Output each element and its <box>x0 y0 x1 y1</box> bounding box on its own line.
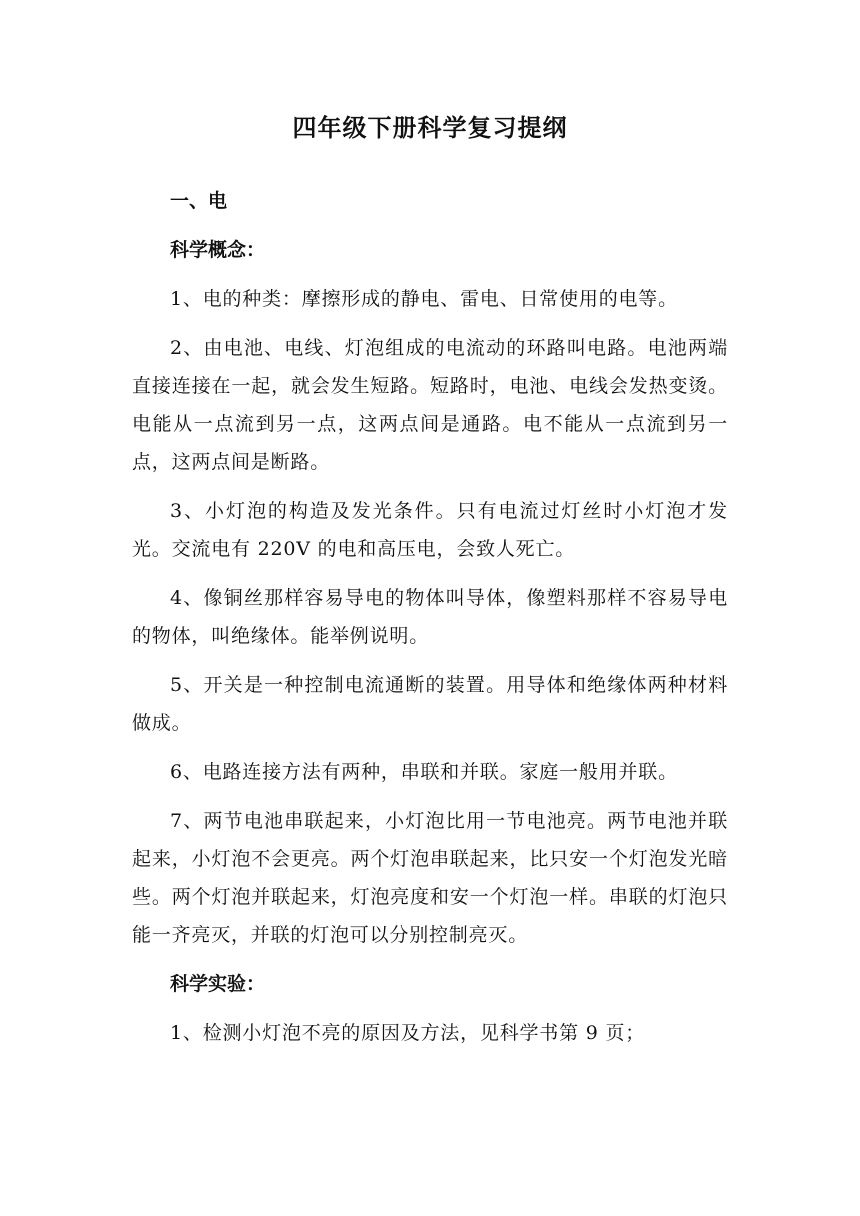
concept-item-4: 4、像铜丝那样容易导电的物体叫导体，像塑料那样不容易导电的物体，叫绝缘体。能举例说明。 <box>132 587 728 647</box>
document-body <box>132 182 728 1063</box>
concept-item-3: 3、小灯泡的构造及发光条件。只有电流过灯丝时小灯泡才发光。交流电有 220V 的电和高压电，会致人死亡。 <box>132 500 728 560</box>
concept-item-5: 5、开关是一种控制电流通断的装置。用导体和绝缘体两种材料做成。 <box>132 674 728 734</box>
document-title: 四年级下册科学复习提纲 <box>292 114 568 142</box>
concept-item-2: 2、由电池、电线、灯泡组成的电流动的环路叫电路。电池两端直接连接在一起，就会发生短路。短路时，电池、电线会发热变烫。电能从一点流到另一点，这两点间是通路。电不能从一点流到另一点，这两点间是断路。 <box>132 337 728 473</box>
subheading-science-experiments: 科学实验： <box>170 973 266 995</box>
experiment-item-1: 1、检测小灯泡不亮的原因及方法，见科学书第 9 页； <box>170 1022 646 1044</box>
concept-item-6: 6、电路连接方法有两种，串联和并联。家庭一般用并联。 <box>170 761 678 783</box>
concept-item-7: 7、两节电池串联起来，小灯泡比用一节电池亮。两节电池并联起来，小灯泡不会更亮。两个灯泡串联起来，比只安一个灯泡发光暗些。两个灯泡并联起来，灯泡亮度和安一个灯泡一样。串联的灯泡只能一齐亮灭，并联的灯泡可以分别控制亮灭。 <box>132 810 728 946</box>
subheading-science-concepts: 科学概念： <box>170 239 266 261</box>
concept-item-1: 1、电的种类：摩擦形成的静电、雷电、日常使用的电等。 <box>170 288 678 310</box>
section-heading-electricity: 一、电 <box>170 190 228 212</box>
